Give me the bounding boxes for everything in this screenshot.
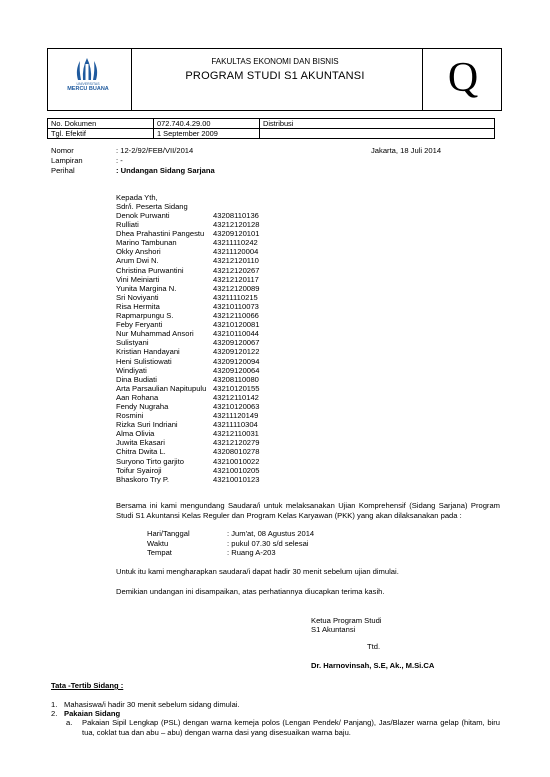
student-nim: 43212110142 <box>213 392 259 402</box>
student-row <box>116 329 316 338</box>
student-nim: 43211120004 <box>213 247 259 257</box>
schedule-day-value: : Jum'at, 08 Agustus 2014 <box>227 529 315 538</box>
student-name: Toifur Syairoji <box>116 465 162 475</box>
student-row <box>116 384 316 393</box>
code-letter: Q <box>447 55 479 101</box>
student-nim: 43208110080 <box>213 374 259 384</box>
student-row <box>116 375 316 384</box>
student-nim: 43210120081 <box>213 320 260 330</box>
student-nim: 43211120149 <box>213 411 259 421</box>
doc-number-label: No. Dokumen <box>48 119 154 129</box>
student-row <box>116 256 316 265</box>
student-nim: 43210110073 <box>213 301 259 311</box>
student-row <box>116 447 316 456</box>
recipient-line-1: Kepada Yth, <box>116 193 158 202</box>
student-nim: 43209120067 <box>213 338 260 348</box>
schedule-place-value: : Ruang A-203 <box>227 548 276 557</box>
doc-number-value: 072.740.4.29.00 <box>154 119 260 129</box>
student-name: Aan Rohana <box>116 392 159 402</box>
student-nim: 43211110215 <box>213 292 258 302</box>
student-name: Fendy Nugraha <box>116 401 169 411</box>
student-name: Rizka Suri Indriani <box>116 420 178 430</box>
student-name: Dina Budiati <box>116 374 157 384</box>
distribution-value <box>260 129 495 139</box>
student-nim: 43212120267 <box>213 265 260 275</box>
student-name: Heni Sulistiowati <box>116 356 172 366</box>
doc-row <box>48 119 495 129</box>
student-row <box>116 247 316 256</box>
student-row <box>116 284 316 293</box>
schedule-time-label: Waktu <box>147 539 169 548</box>
student-name: Risa Hermita <box>116 301 160 311</box>
logo-subtext: UNIVERSITAS <box>76 82 100 86</box>
student-row <box>116 338 316 347</box>
student-name: Rosmini <box>116 411 144 421</box>
student-name: Suryono Tirto garjito <box>116 456 184 466</box>
nomor-label: Nomor <box>51 146 74 155</box>
student-row <box>116 429 316 438</box>
schedule-place-label: Tempat <box>147 548 172 557</box>
student-nim: 43210010205 <box>213 465 260 475</box>
student-name: Rulliati <box>116 220 139 230</box>
perihal-value: : Undangan Sidang Sarjana <box>116 166 215 175</box>
student-name: Feby Feryanti <box>116 320 163 330</box>
student-row <box>116 211 316 220</box>
logo-text: MERCU BUANA <box>67 86 109 92</box>
student-row <box>116 320 316 329</box>
student-name: Yunita Margina N. <box>116 283 177 293</box>
student-row <box>116 238 316 247</box>
student-nim: 43212120279 <box>213 438 260 448</box>
schedule-day-label: Hari/Tanggal <box>147 529 190 538</box>
student-nim: 43211110304 <box>213 420 258 430</box>
student-name: Denok Purwanti <box>116 211 170 220</box>
nomor-value: : 12-2/92/FEB/VII/2014 <box>116 146 194 155</box>
student-nim: 43210120155 <box>213 383 260 393</box>
student-row <box>116 393 316 402</box>
signature-title-1: Ketua Program Studi <box>311 616 382 625</box>
place-date: Jakarta, 18 Juli 2014 <box>371 146 442 155</box>
student-row <box>116 411 316 420</box>
student-row <box>116 466 316 475</box>
student-row <box>116 275 316 284</box>
distribution-label: Distribusi <box>260 119 495 129</box>
student-name: Nur Muhammad Ansori <box>116 329 194 339</box>
student-name: Windiyati <box>116 365 147 375</box>
student-nim: 43210120063 <box>213 401 260 411</box>
student-name: Rapmarpungu S. <box>116 311 174 321</box>
signature-ttd: Ttd. <box>367 642 381 651</box>
student-nim: 43209120101 <box>213 229 260 239</box>
student-name: Okky Anshori <box>116 247 161 257</box>
student-name: Vini Meiniarti <box>116 274 160 284</box>
student-nim: 43208110136 <box>213 211 259 220</box>
signature-title-2: S1 Akuntansi <box>311 625 356 634</box>
document-info-table <box>47 118 495 139</box>
student-row <box>116 366 316 375</box>
student-nim: 43212120128 <box>213 220 260 230</box>
student-row <box>116 220 316 229</box>
rules-heading: Tata -Tertib Sidang : <box>51 681 124 690</box>
student-row <box>116 402 316 411</box>
student-nim: 43212120117 <box>213 274 259 284</box>
student-nim: 43209120094 <box>213 356 260 366</box>
student-nim: 43209120064 <box>213 365 260 375</box>
student-name: Arta Parsaulian Napitupulu <box>116 383 207 393</box>
arrival-note: Untuk itu kami mengharapkan saudara/i dapat hadir 30 menit sebelum ujian dimulai. <box>116 567 399 576</box>
student-row <box>116 229 316 238</box>
student-nim: 43210010123 <box>213 474 260 484</box>
perihal-label: Perihal <box>51 166 75 175</box>
lampiran-value: : - <box>116 156 123 165</box>
student-row <box>116 293 316 302</box>
student-row <box>116 266 316 275</box>
student-name: Sulistyani <box>116 338 149 348</box>
effective-date-label: Tgl. Efektif <box>48 129 154 139</box>
student-nim: 43212120089 <box>213 283 260 293</box>
student-nim: 43211110242 <box>213 238 258 248</box>
rule-1-text: Mahasiswa/i hadir 30 menit sebelum sidang dimulai. <box>64 700 240 709</box>
lampiran-label: Lampiran <box>51 156 83 165</box>
student-list <box>116 211 316 484</box>
student-nim: 43210110044 <box>213 329 259 339</box>
invitation-paragraph: Bersama ini kami mengundang Saudara/i untuk melaksanakan Ujian Komprehensif (Sidang Sarjana) Program Studi S1 Akuntansi Kelas Reguler dan Program Kelas Karyawan (PKK) yang akan dilaksanakan pada : <box>116 501 500 520</box>
student-nim: 43209120122 <box>213 347 260 357</box>
student-row <box>116 457 316 466</box>
student-row <box>116 311 316 320</box>
student-name: Christina Purwantini <box>116 265 184 275</box>
rule-2a-text: Pakaian Sipil Lengkap (PSL) dengan warna kemeja polos (Lengan Pendek/ Panjang), Jas/Blazer warna gelap (hitam, biru tua, coklat tua dan abu – abu) dengan warna dasi yang disesuaikan warna baju. <box>82 718 500 737</box>
student-row <box>116 475 316 484</box>
doc-row <box>48 129 495 139</box>
student-row <box>116 302 316 311</box>
rule-2a-number: a. <box>66 718 73 727</box>
student-name: Chitra Dwita L. <box>116 447 166 457</box>
effective-date-value: 1 September 2009 <box>154 129 260 139</box>
student-row <box>116 347 316 356</box>
university-logo-icon <box>72 56 102 83</box>
student-nim: 43210010022 <box>213 456 260 466</box>
recipient-line-2: Sdr/i. Peserta Sidang <box>116 202 188 211</box>
student-row <box>116 438 316 447</box>
student-name: Marino Tambunan <box>116 238 177 248</box>
student-name: Sri Noviyanti <box>116 292 159 302</box>
schedule-time-value: : pukul 07.30 s/d selesai <box>227 539 309 548</box>
rule-2-text: Pakaian Sidang <box>64 709 121 718</box>
student-name: Dhea Prahastini Pangestu <box>116 229 205 239</box>
student-nim: 43212110031 <box>213 429 259 439</box>
student-name: Arum Dwi N. <box>116 256 159 266</box>
rule-2-number: 2. <box>51 709 58 718</box>
student-name: Bhaskoro Try P. <box>116 474 170 484</box>
faculty-title: FAKULTAS EKONOMI DAN BISNIS <box>211 57 339 66</box>
student-nim: 43212110066 <box>213 311 259 321</box>
rule-1-number: 1. <box>51 700 58 709</box>
student-row <box>116 420 316 429</box>
student-name: Alma Olivia <box>116 429 155 439</box>
signatory-name: Dr. Harnovinsah, S.E, Ak., M.Si.CA <box>311 661 435 670</box>
student-nim: 43208010278 <box>213 447 260 457</box>
student-row <box>116 357 316 366</box>
student-name: Kristian Handayani <box>116 347 180 357</box>
program-title: PROGRAM STUDI S1 AKUNTANSI <box>185 70 365 82</box>
closing-paragraph: Demikian undangan ini disampaikan, atas perhatiannya diucapkan terima kasih. <box>116 587 385 596</box>
student-nim: 43212120110 <box>213 256 259 266</box>
student-name: Juwita Ekasari <box>116 438 165 448</box>
